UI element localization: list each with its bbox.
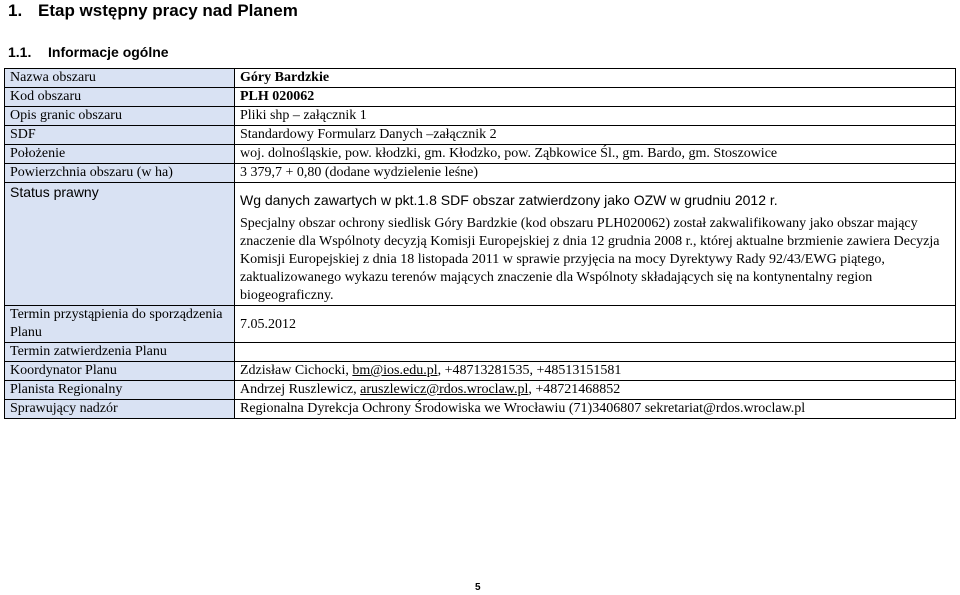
label-powierzchnia: Powierzchnia obszaru (w ha) [5, 164, 235, 183]
status-description: Specjalny obszar ochrony siedlisk Góry Bardzkie (kod obszaru PLH020062) został zakwalifikowany jako obszar mający znaczenie dla Wspólnoty decyzją Komisji Europejskiej z dnia 12 grudnia 2008 r., której aktualne brzmienie zawiera Decyzja Komisji Europejskiej z dnia 18 listopada 2011 w sprawie przyjęcia na mocy Dyrektywy Rady 92/43/EWG piątego, zaktualizowanego wykazu terenów mających znaczenie dla Wspólnoty składających się na kontynentalny region biogeograficzny. [240, 216, 940, 303]
label-polozenie: Położenie [5, 145, 235, 164]
label-kod: Kod obszaru [5, 88, 235, 107]
table-row [5, 343, 956, 362]
planista-name: Andrzej Ruszlewicz, [240, 382, 361, 397]
table-row [5, 183, 956, 306]
table-row [5, 145, 956, 164]
value-kod: PLH 020062 [235, 88, 956, 107]
label-termin-przystapienia: Termin przystąpienia do sporządzenia Planu [5, 306, 235, 343]
value-koordynator [235, 362, 956, 381]
koordynator-email-link[interactable]: bm@ios.edu.pl [352, 363, 438, 378]
value-polozenie: woj. dolnośląskie, pow. kłodzki, gm. Kłodzko, pow. Ząbkowice Śl., gm. Bardo, gm. Stoszowice [235, 145, 956, 164]
label-opis: Opis granic obszaru [5, 107, 235, 126]
planista-email-link[interactable]: aruszlewicz@rdos.wroclaw.pl [360, 382, 529, 397]
planista-phone: , +48721468852 [528, 382, 621, 397]
value-sdf: Standardowy Formularz Danych –załącznik 2 [235, 126, 956, 145]
value-opis: Pliki shp – załącznik 1 [235, 107, 956, 126]
table-row [5, 400, 956, 419]
label-nazwa: Nazwa obszaru [5, 69, 235, 88]
page-number: 5 [475, 582, 481, 593]
koordynator-name: Zdzisław Cichocki, [240, 363, 353, 378]
value-powierzchnia: 3 379,7 + 0,80 (dodane wydzielenie leśne) [235, 164, 956, 183]
value-nadzor: Regionalna Dyrekcja Ochrony Środowiska we Wrocławiu (71)3406807 sekretariat@rdos.wroclaw.pl [235, 400, 956, 419]
value-nazwa: Góry Bardzkie [235, 69, 956, 88]
value-planista [235, 381, 956, 400]
table-row [5, 126, 956, 145]
status-line: Wg danych zawartych w pkt.1.8 SDF obszar zatwierdzony jako OZW w grudniu 2012 r. [240, 192, 778, 208]
table-row [5, 164, 956, 183]
heading-1-title: Etap wstępny pracy nad Planem [38, 1, 298, 20]
label-planista: Planista Regionalny [5, 381, 235, 400]
table-row [5, 306, 956, 343]
table-row [5, 362, 956, 381]
label-sdf: SDF [5, 126, 235, 145]
label-nadzor: Sprawujący nadzór [5, 400, 235, 419]
heading-1 [8, 0, 298, 22]
termin-przystapienia-date: 7.05.2012 [240, 317, 296, 332]
table-row [5, 381, 956, 400]
value-status [235, 183, 956, 306]
value-termin-przystapienia [235, 306, 956, 343]
info-table [4, 68, 956, 419]
table-row [5, 107, 956, 126]
table-row [5, 88, 956, 107]
table-row [5, 69, 956, 88]
label-koordynator: Koordynator Planu [5, 362, 235, 381]
heading-2 [8, 42, 169, 62]
heading-2-title: Informacje ogólne [48, 44, 169, 60]
label-termin-zatwierdzenia: Termin zatwierdzenia Planu [5, 343, 235, 362]
heading-1-number: 1. [8, 1, 23, 20]
heading-2-number: 1.1. [8, 44, 32, 60]
koordynator-phones: , +48713281535, +48513151581 [437, 363, 622, 378]
value-termin-zatwierdzenia [235, 343, 956, 362]
label-status: Status prawny [5, 183, 235, 306]
